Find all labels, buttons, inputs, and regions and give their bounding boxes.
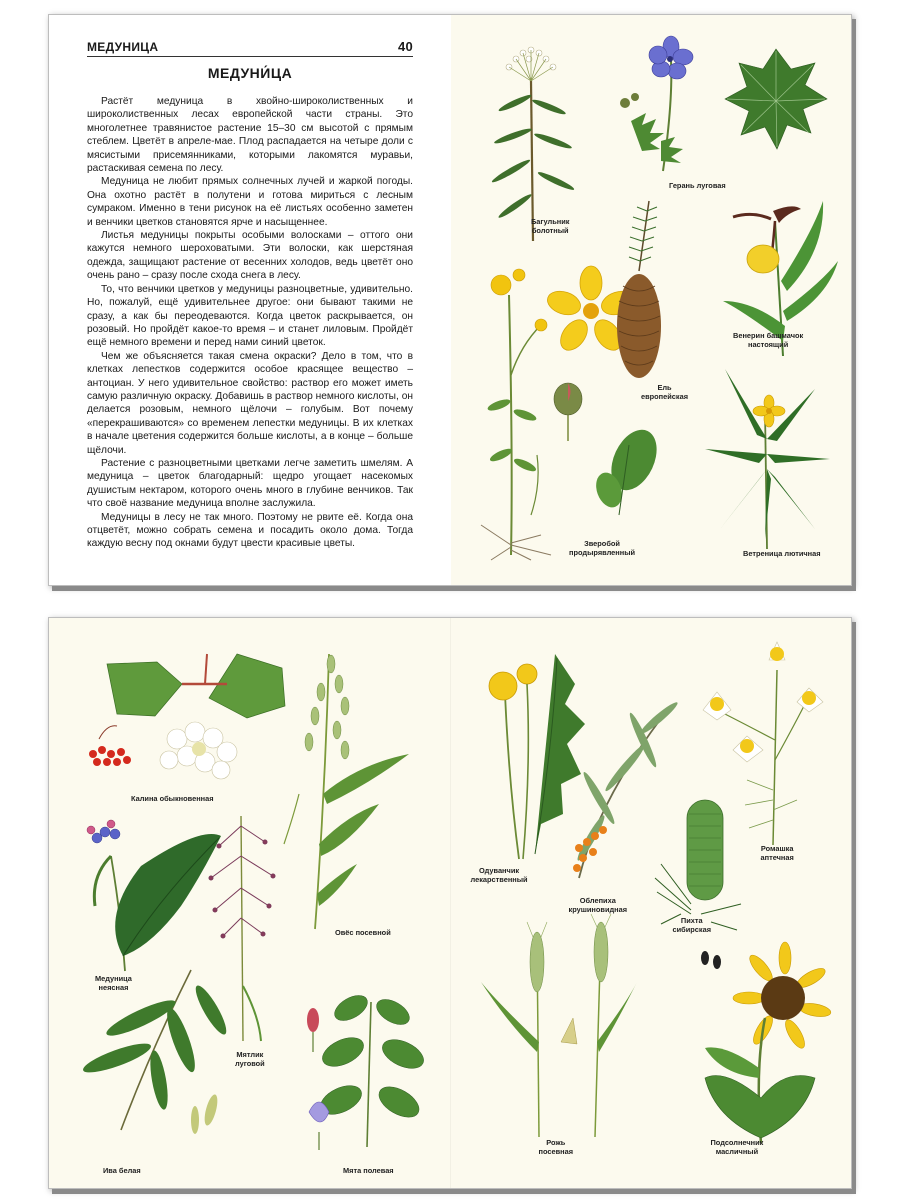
caption-myatlik: Мятлик луговой xyxy=(235,1050,265,1068)
top-spread xyxy=(48,14,852,586)
caption-pikhta: Пихта сибирская xyxy=(672,916,712,934)
caption-iva: Ива белая xyxy=(103,1166,141,1175)
caption-vetrenitsa: Ветреница лютичная xyxy=(743,549,821,558)
caption-venerin: Венерин башмачок настоящий xyxy=(733,331,804,349)
vetrenitsa-illustration xyxy=(695,359,835,549)
illustration-page-left xyxy=(49,618,450,1188)
caption-oduvanchik: Одуванчик лекарственный xyxy=(470,866,528,884)
paragraph: Чем же объясняется такая смена окраски? Дело в том, что в клетках лепестков содержится особое красящее вещество – антоциан. У него удивительное свойство: раствор его может иметь самую различную окраску. Добавишь в раствор немного кислоты, он делается розовым, немного щёлочи – голубым. Вот почему «перекрашиваются» со временем лепестки медуницы. В их клетках в начале цветения содержится больше кислоты, а в конце – больше щёлочи. xyxy=(87,350,413,456)
illustration-page xyxy=(451,15,851,585)
running-head xyxy=(87,39,413,57)
paragraph: Медуница не любит прямых солнечных лучей и жаркой погоды. Она охотно растёт в полутени и готова мириться с лесным сумраком. Именно в тени рисунок на её листьях особенно заметен и венчики цветков становятся ярче и насыщеннее. xyxy=(87,176,413,228)
caption-medunitsa: Медуница неясная xyxy=(95,974,132,992)
caption-zveroboy: Зверобой продырявленный xyxy=(569,539,636,557)
bottom-spread xyxy=(48,617,852,1189)
caption-oblepikha: Облепиха крушиновидная xyxy=(568,896,628,914)
caption-rozh: Рожь посевная xyxy=(538,1138,574,1156)
bagulnik-illustration xyxy=(471,41,591,241)
text-page xyxy=(49,15,451,585)
podsolnechnik-illustration xyxy=(665,948,835,1148)
running-head-title: МЕДУНИЦА xyxy=(87,40,159,54)
zveroboy-bud-detail xyxy=(543,371,593,441)
iva-illustration xyxy=(71,970,231,1150)
page-number: 40 xyxy=(397,39,413,54)
caption-bagulnik: Багульник болотный xyxy=(531,217,570,235)
paragraph: Листья медуницы покрыты особыми волосками – оттого они кажутся немного шероховатыми. Эти волоски, как шерстяная одежда, защищают растение от весенних холодов, ведь цветёт оно очень рано – сразу после схода снега в лесу. xyxy=(87,230,413,282)
caption-kalina: Калина обыкновенная xyxy=(131,794,214,803)
caption-podsolnechnik: Подсолнечник масличный xyxy=(710,1138,764,1156)
caption-romashka: Ромашка аптечная xyxy=(760,844,794,862)
paragraph: Растёт медуница в хвойно-широколиственных и широколиственных лесах европейской части страны. Это многолетнее травянистое растение 15–30 см высотой с прямым стеблем. Цветёт в апреле-мае. Плод распадается на четыре доли с мясистыми присемянниками, которыми лакомятся муравьи, растаскивая семена по лесу. xyxy=(87,96,413,175)
myata-illustration xyxy=(281,982,441,1152)
paragraph: Медуницы в лесу не так много. Поэтому не рвите её. Когда она отцветёт, можно собрать семена и посадить около дома. Тогда каждую весну под окнами будут цвести красивые цветы. xyxy=(87,511,413,550)
zveroboy-leaf-detail xyxy=(589,425,659,515)
pikhta-illustration xyxy=(651,794,751,934)
geran-illustration xyxy=(601,41,831,191)
oves-illustration xyxy=(279,644,419,934)
caption-el: Ель европейская xyxy=(641,383,689,401)
kalina-illustration xyxy=(77,644,297,794)
caption-oves: Овёс посевной xyxy=(335,928,391,937)
paragraph: То, что венчики цветков у медуницы разноцветные, удивительно. Но, пожалуй, ещё удивительнее другое: они бывают такими не сразу, а как бы переодеваются. Когда цветок раскрывается, он розовый. Но пройдёт какое-то время – и станет лиловым. Пройдёт ещё немного времени и перед нами синий цветок. xyxy=(87,283,413,349)
article-body xyxy=(87,95,413,551)
caption-myata: Мята полевая xyxy=(343,1166,394,1175)
rozh-illustration xyxy=(477,922,637,1142)
article-title: МЕДУНИ́ЦА xyxy=(207,65,293,81)
illustration-page-right xyxy=(450,618,852,1188)
el-illustration xyxy=(609,201,679,381)
paragraph: Растение с разноцветными цветками легче заметить шмелям. А медуница – цветок благодарный: щедро угощает насекомых душистым нектаром, которого очень много в глубине венчиков. Так что своё название медуница вполне заслужила. xyxy=(87,457,413,510)
caption-geran: Герань луговая xyxy=(669,181,726,190)
